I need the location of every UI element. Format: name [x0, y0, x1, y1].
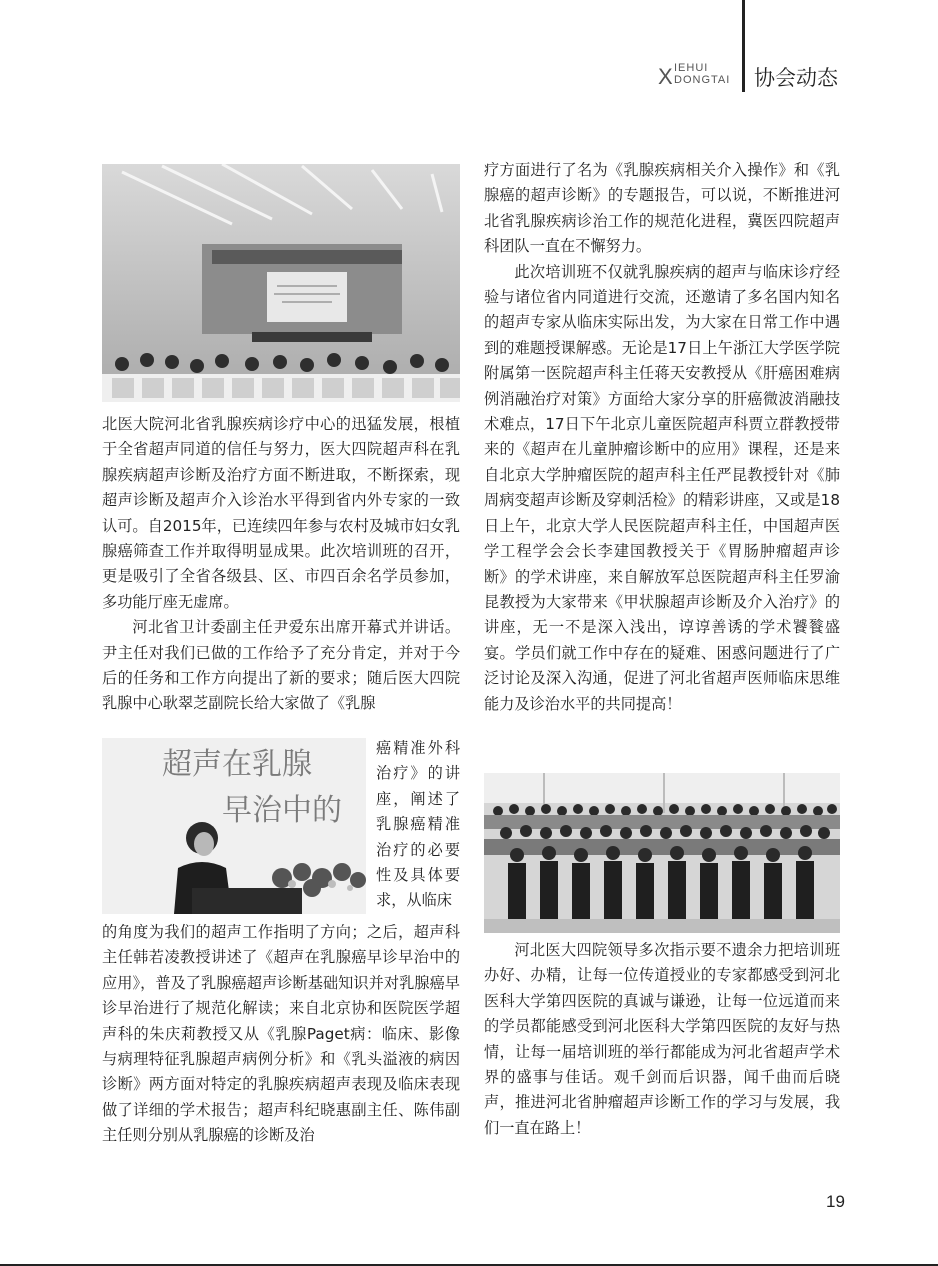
header-divider [742, 0, 745, 92]
section-title: 协会动态 [754, 66, 838, 90]
right-column [484, 158, 840, 717]
page-number: 19 [826, 1192, 845, 1211]
header-latin-line1: IEHUI [674, 62, 709, 74]
header-latin-line2: DONGTAI [674, 74, 731, 86]
speaker-photo [102, 738, 366, 914]
right-column-lower [484, 938, 840, 1141]
header-latin-logo [656, 60, 736, 90]
banner-line-2: 早治中的 [222, 793, 342, 828]
text-beside-photo: 癌精准外科治疗》的讲座，阐述了乳腺癌精准治疗的必要性及具体要求，从临床 [376, 739, 460, 910]
conference-hall-photo [102, 164, 460, 402]
banner-line-1: 超声在乳腺 [162, 747, 312, 782]
left-paragraph-2-bottom: 的角度为我们的超声工作指明了方向；之后，超声科主任韩若凌教授讲述了《超声在乳腺癌早诊早治中的应用》，普及了乳腺癌超声诊断基础知识并对乳腺癌早诊早治进行了规范化解读；来自北京协和医院医学超声科的朱庆莉教授又从《乳腺Paget病：临床、影像与病理特征乳腺超声病例分析》和《乳头溢液的病因诊断》两方面对特定的乳腺疾病超声表现及临床表现做了详细的学术报告；超声科纪晓惠副主任、陈伟副主任则分别从乳腺癌的诊断及治 [102, 923, 460, 1145]
left-column [102, 412, 460, 717]
header-latin-x: X [658, 64, 673, 89]
right-paragraph-2: 此次培训班不仅就乳腺疾病的超声与临床诊疗经验与诸位省内同道进行交流，还邀请了多名国内知名的超声专家从临床实际出发，为大家在日常工作中遇到的难题授课解惑。无论是17日上午浙江大学医学院附属第一医院超声科主任蒋天安教授从《肝癌困难病例消融治疗对策》方面给大家分享的肝癌微波消融技术难点，17日下午北京儿童医院超声科贾立群教授带来的《超声在儿童肿瘤诊断中的应用》课程，还是来自北京大学肿瘤医院的超声科主任严昆教授针对《肺周病变超声诊断及穿刺活检》的精彩讲座，又或是18日上午，北京大学人民医院超声科主任，中国超声医学工程学会会长李建国教授关于《胃肠肿瘤超声诊断》的学术讲座，来自解放军总医院超声科主任罗渝昆教授为大家带来《甲状腺超声诊断及介入治疗》的讲座，无一不是深入浅出，谆谆善诱的学术饕餮盛宴。学员们就工作中存在的疑难、困惑问题进行了广泛讨论及深入沟通，促进了河北省超声医师临床思维能力及诊治水平的共同提高！ [484, 262, 840, 713]
group-photo [484, 773, 840, 933]
left-paragraph-1: 北医大院河北省乳腺疾病诊疗中心的迅猛发展，根植于全省超声同道的信任与努力，医大四院超声科在乳腺疾病超声诊断及治疗方面不断进取，不断探索，现超声诊断及超声介入诊治水平得到省内外专家的一致认可。自2015年，已连续四年参与农村及城市妇女乳腺癌筛查工作并取得明显成果。此次培训班的召开，更是吸引了全省各级县、区、市四百余名学员参加，多功能厅座无虚席。 [102, 415, 460, 611]
right-paragraph-3: 河北医大四院领导多次指示要不遗余力把培训班办好、办精，让每一位传道授业的专家都感受到河北医科大学第四医院的真诚与谦逊，让每一位远道而来的学员都能感受到河北医科大学第四医院的友好与热情，让每一届培训班的举行都能成为河北省超声学术界的盛事与佳话。观千剑而后识器，闻千曲而后晓声，推进河北省肿瘤超声诊断工作的学习与发展，我们一直在路上！ [484, 941, 840, 1137]
left-column-lower [102, 920, 460, 1149]
left-paragraph-2-top: 河北省卫计委副主任尹爱东出席开幕式并讲话。尹主任对我们已做的工作给予了充分肯定，并对于今后的任务和工作方向提出了新的要求；随后医大四院乳腺中心耿翠芝副院长给大家做了《乳腺 [102, 618, 460, 713]
right-paragraph-1: 疗方面进行了名为《乳腺疾病相关介入操作》和《乳腺癌的超声诊断》的专题报告，可以说，不断推进河北省乳腺疾病诊治工作的规范化进程，冀医四院超声科团队一直在不懈努力。 [484, 161, 840, 256]
